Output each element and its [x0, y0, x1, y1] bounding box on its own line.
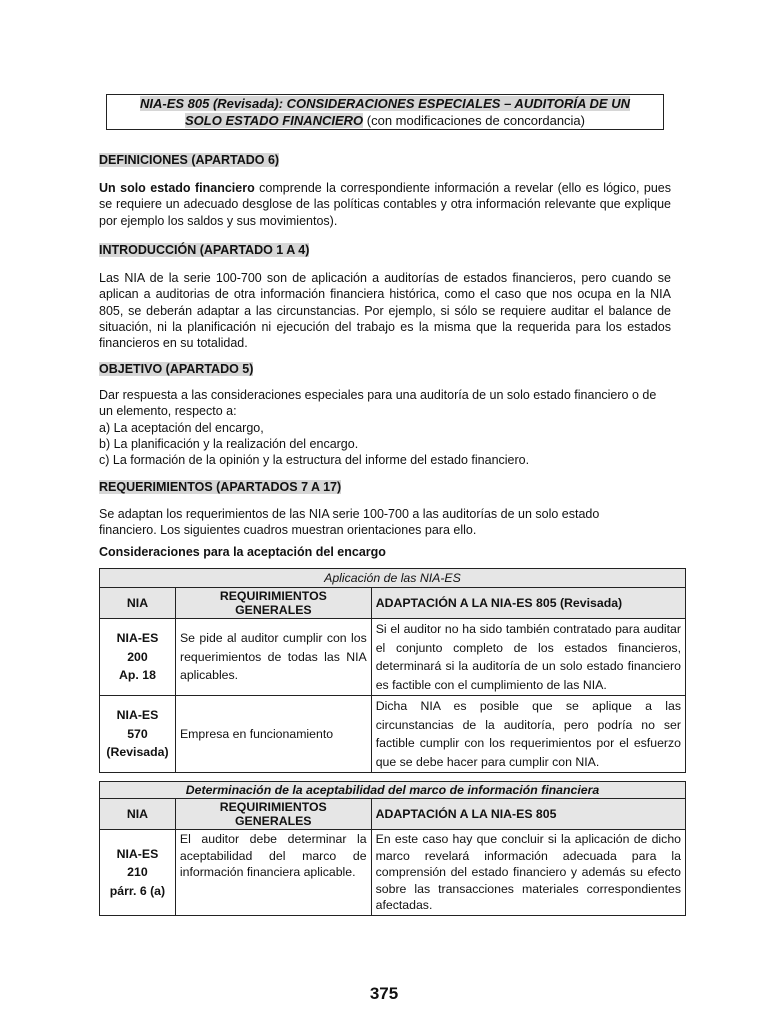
title-line2-emphasis: SOLO ESTADO FINANCIERO	[185, 113, 364, 128]
table1-row1-req: Se pide al auditor cumplir con los requerimientos de todas las NIA aplicables.	[175, 619, 371, 696]
title-line1: NIA-ES 805 (Revisada): CONSIDERACIONES ESPECIALES – AUDITORÍA DE UN	[139, 96, 630, 111]
table1-row2-nia-line3: (Revisada)	[106, 745, 169, 760]
table1-row1-nia-line3: Ap. 18	[119, 668, 156, 683]
heading-introduccion-text: INTRODUCCIÓN (APARTADO 1 A 4)	[99, 243, 310, 257]
table2-caption: Determinación de la aceptabilidad del marco de información financiera	[100, 782, 686, 799]
introduccion-paragraph: Las NIA de la serie 100-700 son de aplicación a auditorías de estados financieros, pero cuando se aplican a auditorias de otra información financiera histórica, como el caso que nos ocupa en la NIA 805, se deberán adaptar a las circunstancias. Por ejemplo, si sólo se requiere auditar el balance de situación, ni la planificación ni ejecución del trabajo es la misma que la requerida para los estados financieros en su totalidad.	[99, 271, 671, 351]
objetivo-item-b: b) La planificación y la realización del encargo.	[99, 436, 359, 451]
title-box	[106, 94, 664, 130]
table1-row1-adapt: Si el auditor no ha sido también contratado para auditar el conjunto completo de los estados financieros, determinará si la auditoría de un solo estado financiero es factible con el cumplimiento de las NIA.	[371, 619, 685, 696]
definiciones-text: comprende la correspondiente información a revelar (ello es lógico, pues se requiere un adecuado desglose de las políticas contables y otra información relevante que explique por ejemplo los saldos y sus movimientos).	[99, 181, 671, 228]
table2-row1-adapt: En este caso hay que concluir si la aplicación de dicho marco revelará información adecuada para la comprensión del estado financiero y además su efecto sobre las transacciones materiales correspondientes afectadas.	[371, 830, 685, 916]
heading-introduccion	[99, 243, 309, 257]
heading-requerimientos	[99, 480, 341, 494]
table2-row1-req: El auditor debe determinar la aceptabilidad del marco de información financiera aplicable.	[175, 830, 371, 916]
table1-row2-nia-line1: NIA-ES	[116, 708, 159, 723]
table2-row1-nia	[100, 830, 176, 916]
table2-header-req: REQUIRIMIENTOS GENERALES	[175, 799, 371, 830]
definiciones-paragraph	[99, 180, 671, 229]
table2-header-adapt: ADAPTACIÓN A LA NIA-ES 805	[371, 799, 685, 830]
table-row	[100, 619, 686, 696]
objetivo-item-c: c) La formación de la opinión y la estructura del informe del estado financiero.	[99, 453, 530, 468]
objetivo-item-a: a) La aceptación del encargo,	[99, 420, 264, 435]
table-aplicacion-nia	[99, 568, 686, 773]
table1-row1-nia	[100, 619, 176, 696]
table1-row2-nia-line2: 570	[127, 726, 148, 741]
objetivo-block	[99, 387, 659, 468]
table1-row1-nia-line1: NIA-ES	[116, 631, 159, 646]
title-line2-rest: (con modificaciones de concordancia)	[363, 113, 585, 128]
heading-requerimientos-text: REQUERIMIENTOS (APARTADOS 7 A 17)	[99, 480, 342, 494]
table1-row2-nia	[100, 696, 176, 773]
objetivo-intro: Dar respuesta a las consideraciones especiales para una auditoría de un solo estado financiero o de un elemento, respecto a:	[99, 388, 657, 419]
table2-row1-nia-line2: 210	[127, 865, 148, 879]
table2-row1-nia-line3: párr. 6 (a)	[109, 883, 166, 898]
table-row	[100, 830, 686, 916]
table-row	[100, 696, 686, 773]
table2-row1-nia-line1: NIA-ES	[116, 846, 159, 861]
table-aceptabilidad-marco	[99, 781, 686, 916]
table1-header-nia: NIA	[100, 588, 176, 619]
requerimientos-subheading: Consideraciones para la aceptación del encargo	[99, 545, 386, 559]
definiciones-term: Un solo estado financiero	[99, 181, 255, 195]
table1-header-req: REQUIRIMIENTOS GENERALES	[175, 588, 371, 619]
table1-header-adapt: ADAPTACIÓN A LA NIA-ES 805 (Revisada)	[371, 588, 685, 619]
heading-objetivo-text: OBJETIVO (APARTADO 5)	[99, 362, 254, 376]
table1-row2-adapt: Dicha NIA es posible que se aplique a las circunstancias de la auditoría, pero podría no ser factible cumplir con los requerimientos por el esfuerzo que se debe hacer para cumplir con NIA.	[371, 696, 685, 773]
table1-row2-req: Empresa en funcionamiento	[175, 696, 371, 773]
heading-definiciones-text: DEFINICIONES (APARTADO 6)	[99, 153, 280, 167]
heading-objetivo	[99, 362, 253, 376]
requerimientos-paragraph: Se adaptan los requerimientos de las NIA serie 100-700 a las auditorías de un solo estado financiero. Los siguientes cuadros muestran orientaciones para ello.	[99, 507, 600, 538]
heading-definiciones	[99, 153, 279, 167]
table1-caption: Aplicación de las NIA-ES	[100, 569, 686, 588]
table2-header-nia: NIA	[100, 799, 176, 830]
page-number: 375	[369, 984, 399, 1003]
table1-row1-nia-line2: 200	[127, 649, 148, 664]
